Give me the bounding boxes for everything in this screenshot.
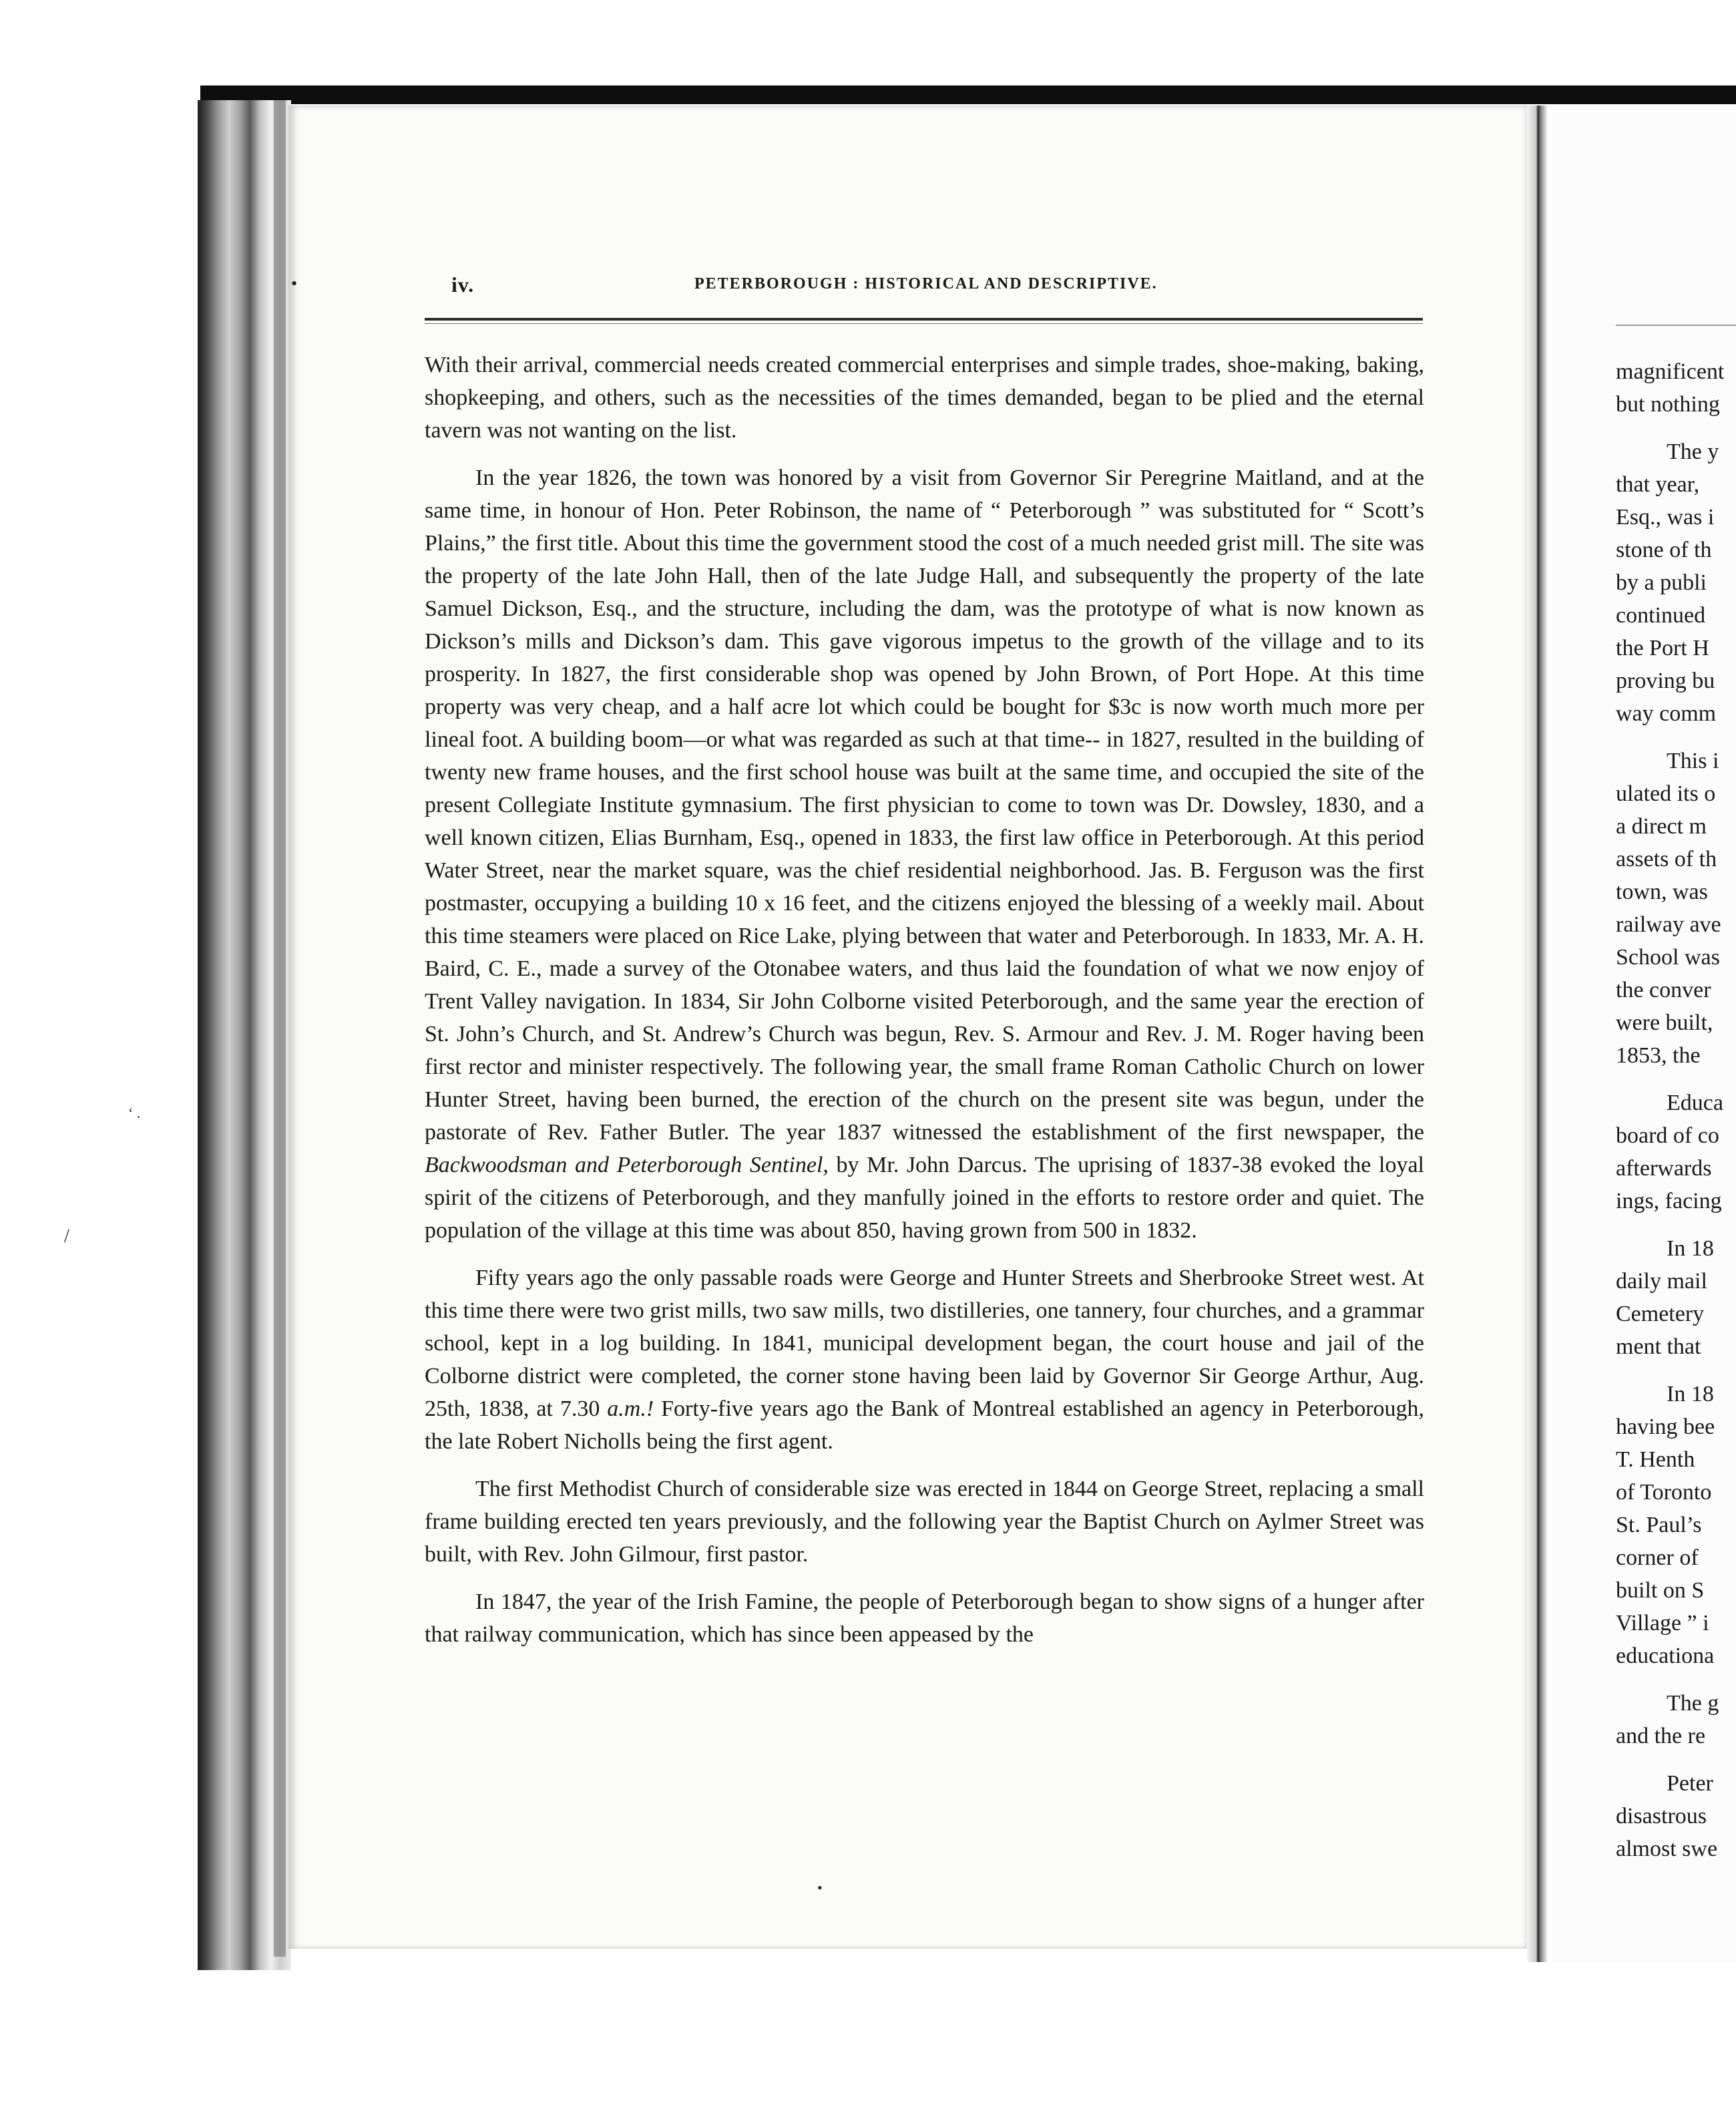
right-line: continued xyxy=(1616,603,1706,628)
right-line: but nothing xyxy=(1616,392,1720,417)
margin-speck: / xyxy=(64,1226,69,1247)
right-line: assets of th xyxy=(1616,847,1717,872)
right-line: School was xyxy=(1616,945,1720,970)
margin-mark: • xyxy=(291,274,298,293)
page-speck: • xyxy=(817,1879,823,1896)
right-line: a direct m xyxy=(1616,814,1707,839)
right-line: afterwards xyxy=(1616,1156,1712,1181)
right-line: stone of th xyxy=(1616,538,1712,562)
page-gutter xyxy=(1527,106,1547,1962)
right-line: educationa xyxy=(1616,1644,1715,1668)
paragraph-text: Fifty years ago the only passable roads were George and Hunter Streets and Sherbrooke Street west. At this time there were two grist mills, two saw mills, two distilleries, one tannery, four churches, and a grammar school, kept in a log building. In 1841, municipal development began, the court house and jail of the Colborne district were completed, the corner stone having been laid by Governor Sir George Arthur, Aug. 25th, 1838, at 7.30 xyxy=(425,1266,1424,1421)
right-line: In 18 xyxy=(1667,1382,1714,1406)
right-line: of Toronto xyxy=(1616,1480,1712,1505)
right-page-column xyxy=(1616,355,1736,1865)
header-rule xyxy=(425,318,1423,321)
right-line: Village ” i xyxy=(1616,1611,1709,1636)
time-abbrev: a.m.! xyxy=(607,1396,654,1421)
paragraph-text: In the year 1826, the town was honored by a visit from Governor Sir Peregrine Maitland, and at the same time, in honour of Hon. Peter Robinson, the name of “ Peterborough ” was substituted for “ Scott’s Plains,” the first title. About this time the government stood the cost of a much needed grist mill. The site was the property of the late John Hall, then of the late Judge Hall, and subsequently the property of the late Samuel Dickson, Esq., and the structure, including the dam, was the prototype of what is now known as Dickson’s mills and Dickson’s dam. This gave vigorous impetus to the growth of the village and to its prosperity. In 1827, the first considerable shop was opened by John Brown, of Port Hope. At this time property was very cheap, and a half acre lot which could be bought for $3c is now worth much more per lineal foot. A building boom—or what was regarded as such at that time-- in 1827, resulted in the building of twenty new frame houses, and the first school house was built at the same time, and occupied the site of the present Collegiate Institute gymnasium. The first physician to come to town was Dr. Dowsley, 1830, and a well known citizen, Elias Burnham, Esq., opened in 1833, the first law office in Peterborough. At this period Water Street, near the market square, was the chief residential neighborhood. Jas. B. Ferguson was the first postmaster, occupying a building 10 x 16 feet, and the citizens enjoyed the blessing of a weekly mail. About this time steamers were placed on Rice Lake, plying between that water and Peterborough. In 1833, Mr. A. H. Baird, C. E., made a survey of the Otonabee waters, and thus laid the foundation of what we now enjoy of Trent Valley navigation. In 1834, Sir John Colborne visited Peterborough, and the same year the erection of St. John’s Church, and St. Andrew’s Church was begun, Rev. S. Armour and Rev. J. M. Roger having been first rector and minister respectively. The following year, the small frame Roman Catholic Church on lower Hunter Street, having been burned, the erection of the church on the present site was begun, under the pastorate of Rev. Father Butler. The year 1837 witnessed the establishment of the first newspaper, the xyxy=(425,465,1424,1145)
paragraph xyxy=(425,1262,1424,1458)
right-line: Cemetery xyxy=(1616,1302,1705,1326)
right-line: corner of xyxy=(1616,1545,1699,1570)
margin-speck: ‘ . xyxy=(128,1105,141,1121)
right-header-rule xyxy=(1616,325,1736,326)
right-line: way comm xyxy=(1616,701,1717,726)
right-line: built on S xyxy=(1616,1578,1705,1603)
header-rule-thin xyxy=(425,323,1423,324)
right-line: railway ave xyxy=(1616,912,1721,937)
right-line: The y xyxy=(1667,439,1719,464)
right-line: having bee xyxy=(1616,1414,1715,1439)
paragraph-text: , by Mr. John Darcus. The uprising of 1837-38 evoked the loyal spirit of the citizens of Peterborough, and they manfully joined in the efforts to restore order and quiet. The population of the village at this time was about 850, having grown from 500 in 1832. xyxy=(425,1153,1424,1243)
page-number: iv. xyxy=(451,272,475,297)
paragraph: With their arrival, commercial needs created commercial enterprises and simple trades, shoe-making, baking, shopkeeping, and others, such as the necessities of the times demanded, began to be plied and the eternal tavern was not wanting on the list. xyxy=(425,353,1424,443)
right-line: the conver xyxy=(1616,978,1711,1002)
right-line: almost swe xyxy=(1616,1837,1718,1861)
right-line: the Port H xyxy=(1616,636,1709,660)
right-line: In 18 xyxy=(1667,1236,1714,1261)
right-line: Peter xyxy=(1667,1771,1713,1796)
right-line: The g xyxy=(1667,1691,1719,1716)
right-line: 1853, the xyxy=(1616,1043,1701,1068)
newspaper-title: Backwoodsman and Peterborough Sentinel xyxy=(425,1153,823,1177)
right-line: and the re xyxy=(1616,1724,1706,1748)
right-line: were built, xyxy=(1616,1010,1713,1035)
running-head: PETERBOROUGH : HISTORICAL AND DESCRIPTIVE. xyxy=(694,275,1158,293)
right-line: ulated its o xyxy=(1616,781,1716,806)
right-line: town, was xyxy=(1616,880,1708,904)
paragraph xyxy=(425,461,1424,1247)
paragraph: In 1847, the year of the Irish Famine, the people of Peterborough began to show signs of a hunger after that railway communication, which has since been appeased by the xyxy=(425,1589,1424,1647)
right-line: magnificent xyxy=(1616,359,1725,384)
right-line: that year, xyxy=(1616,472,1700,497)
text-column xyxy=(425,349,1424,1666)
right-line: board of co xyxy=(1616,1123,1719,1148)
right-line: by a publi xyxy=(1616,570,1707,595)
right-line: proving bu xyxy=(1616,668,1715,693)
right-line: disastrous xyxy=(1616,1804,1707,1829)
paragraph: The first Methodist Church of considerable size was erected in 1844 on George Street, replacing a small frame building erected ten years previously, and the following year the Baptist Church on Aylmer Street was built, with Rev. John Gilmour, first pastor. xyxy=(425,1477,1424,1567)
right-line: T. Henth xyxy=(1616,1447,1695,1472)
binding-shadow xyxy=(274,100,286,1957)
right-line: ings, facing xyxy=(1616,1189,1722,1213)
right-line: daily mail xyxy=(1616,1269,1707,1294)
right-line: Esq., was i xyxy=(1616,505,1715,530)
right-line: Educa xyxy=(1667,1091,1723,1115)
scan-frame-top xyxy=(200,85,1736,104)
right-line: ment that xyxy=(1616,1334,1701,1359)
right-line: St. Paul’s xyxy=(1616,1513,1702,1537)
paragraph-text: Forty-five years ago the Bank of Montreal established an agency in Peterborough, the late Robert Nicholls being the first agent. xyxy=(425,1396,1425,1454)
right-line: This i xyxy=(1667,749,1719,773)
